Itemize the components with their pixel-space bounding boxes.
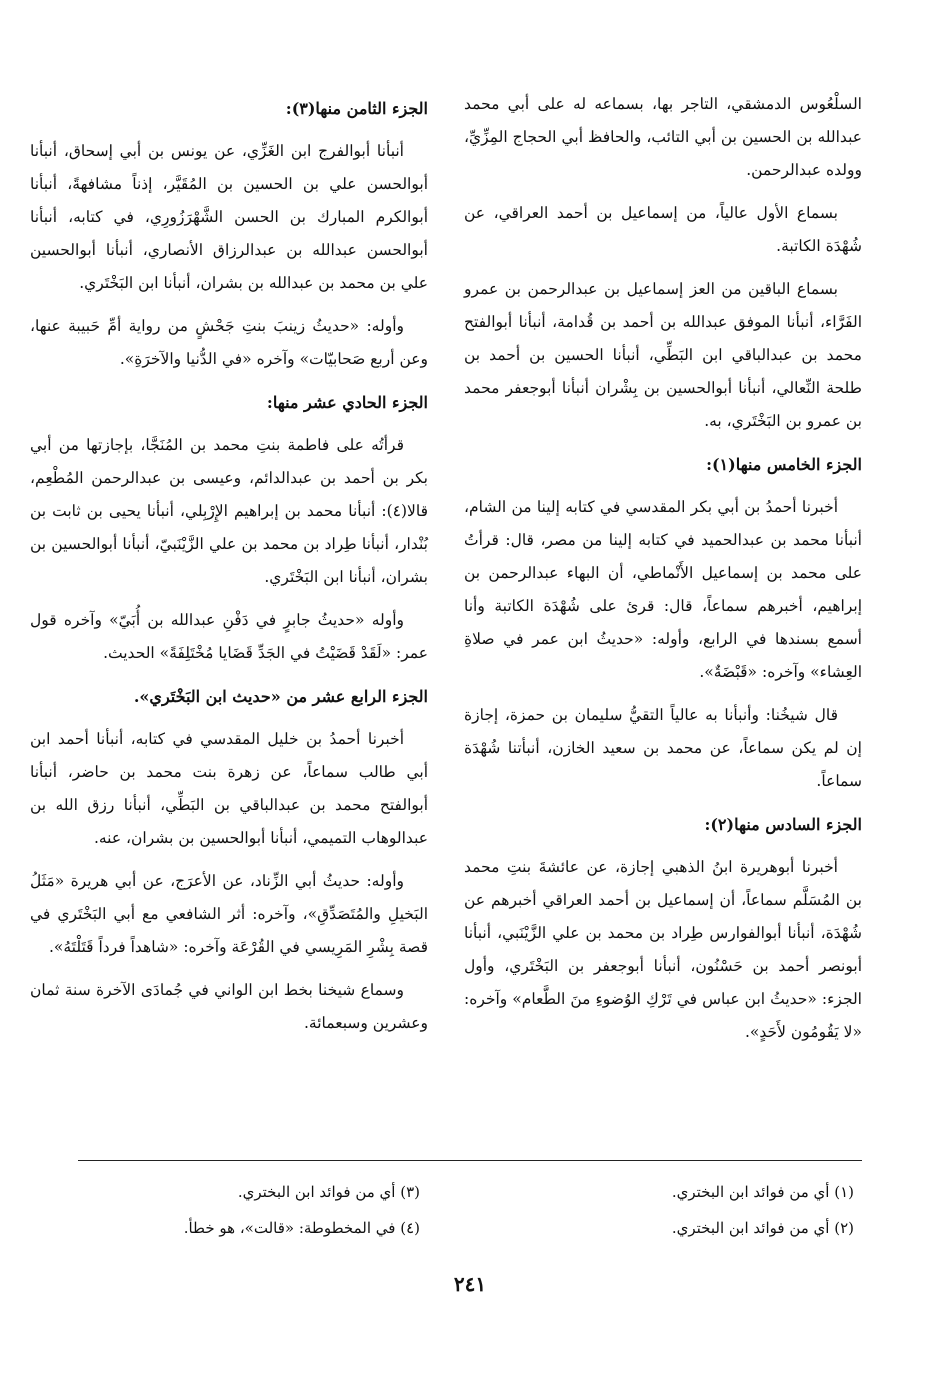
paragraph: أخبرنا أحمدُ بن أبي بكر المقدسي في كتابه إلينا من الشام، أنبأنا محمد بن عبدالحميد في كتابه إلينا من مصر، قال: قرأتُ على محمد بن إسماعيل الأَنْماطي، أن البهاء عبدالرحمن بن إبراهيم، أخبرهم سماعاً، قال: قرئ على شُهْدَة الكاتبة وأنا أسمع بسندها في الرابع، وأوله: «حديثُ ابن عمر في صلاةِ العِشاء» وآخره: «قَبْضَةٌ».	[464, 498, 862, 681]
paragraph: أنبأنا أبوالفرج ابن الغَزِّي، عن يونس بن أبي إسحاق، أنبأنا أبوالحسن علي بن الحسين بن المُقَيَّر، إذناً مشافهةً، أنبأنا أبوالكرم المبارك بن الحسن الشَّهْرَزُورِي، في كتابه، أنبأنا أبوالحسن عبدالله بن عبدالرزاق الأنصاري، أنبأنا أبوالحسين علي بن محمد بن عبدالله بن بشران، أنبأنا ابن البَخْتَري.	[30, 142, 428, 292]
section-heading-part-6: الجزء السادس منها(٢):	[704, 815, 862, 834]
section-heading-part-14: الجزء الرابع عشر من «حديث ابن البَخْتَري».	[133, 687, 428, 706]
footnote-2: (٢) أي من فوائد ابن البختري.	[671, 1219, 854, 1237]
footnote-4: (٤) في المخطوطة: «قالت»، هو خطأ.	[183, 1219, 420, 1237]
paragraph: وأوله: «حديثُ زينبَ بنتِ جَحْشٍ من رواية أمِّ حَبيبة عنها، وعن أربع صَحابيّات» وآخره «في الدُّنيا والآخرَةِ».	[30, 317, 428, 368]
footnotes-right	[464, 1174, 862, 1246]
paragraph: السلْعُوس الدمشقي، التاجر بها، بسماعه له على أبي محمد عبدالله بن الحسين بن أبي التائب، والحافظ أبي الحجاج المِزِّيِّ، وولده عبدالرحمن.	[464, 95, 862, 179]
paragraph: وسماع شيخنا بخط ابن الواني في جُمادَى الآخرة سنة ثمان وعشرين وسبعمائة.	[30, 981, 428, 1032]
paragraph: أخبرنا أبوهريرة ابنُ الذهبي إجازة، عن عائشةَ بنتِ محمد بن المُسَلَّم سماعاً، أن إسماعيل بن أحمد العراقي أخبرهم عن شُهْدَة، أنبأنا أبوالفوارس طِراد بن محمد بن علي الزَّيْنَبي، أنبأنا أبونصر أحمد بن حَسْنُون، أنبأنا أبوجعفر بن البَخْتَري، وأول الجزء: «حديثُ ابن عباس في تَرْكِ الوُضوءِ منَ الطَّعام» وآخره: «لا يَقُومُون لأَحَدٍ».	[464, 858, 862, 1041]
right-column	[464, 88, 862, 1059]
left-column	[30, 88, 428, 1050]
section-heading-part-11: الجزء الحادي عشر منها:	[266, 393, 428, 412]
footnotes-left	[30, 1174, 428, 1246]
footnote-divider	[78, 1160, 862, 1161]
paragraph: بسماع الأول عالياً، من إسماعيل بن أحمد العراقي، عن شُهْدَة الكاتبة.	[464, 204, 862, 255]
section-heading-part-5: الجزء الخامس منها(١):	[706, 455, 862, 474]
paragraph: أخبرنا أحمدُ بن خليل المقدسي في كتابه، أنبأنا أحمد ابن أبي طالب سماعاً، عن زهرة بنت محمد بن حاضر، أنبأنا أبوالفتح محمد بن عبدالباقي بن البَطِّي، أنبأنا رزق الله بن عبدالوهاب التميمي، أنبأنا أبوالحسين بن بشران، عنه.	[30, 730, 428, 847]
footnote-1: (١) أي من فوائد ابن البختري.	[671, 1183, 854, 1201]
footnote-3: (٣) أي من فوائد ابن البختري.	[237, 1183, 420, 1201]
section-heading-part-8: الجزء الثامن منها(٣):	[285, 99, 428, 118]
paragraph: وأوله: حديثُ أبي الزِّناد، عن الأعرَج، عن أبي هريرة «مَثَلُ البَخيلِ والمُتَصَدِّقِ»، وآخره: أثر الشافعي مع أبي البَخْتَري في قصة بِشْرِ المَرِيسي في القُرْعَة وآخره: «شاهداً فرداً قَتَلْتَهُ».	[30, 872, 428, 956]
paragraph: قال شيخُنا: وأنبأنا به عالياً التقيُّ سليمان بن حمزة، إجازة إن لم يكن سماعاً، عن محمد بن سعيد الخازن، أنبأتنا شُهْدَة سماعاً.	[464, 706, 862, 790]
paragraph: بسماع الباقين من العز إسماعيل بن عبدالرحمن بن عمرو الفَرَّاء، أنبأنا الموفق عبدالله بن أحمد بن قُدامة، أنبأنا أبوالفتح محمد بن عبدالباقي ابن البَطِّي، أنبأنا الحسين بن أحمد بن طلحة النِّعالي، أنبأنا أبوالحسين بن بِشْران أنبأنا أبوجعفر محمد بن عمرو بن البَخْتَري، به.	[464, 280, 862, 430]
paragraph: وأوله «حديثُ جابرٍ في دَفْنِ عبدالله بن أُبَيّ» وآخره قول عمر: «لَقَدْ قَضَيْتُ في الجَدِّ قَضَايا مُخْتَلِفَةً» الحديث.	[30, 611, 428, 662]
page-number: ٢٤١	[453, 1272, 487, 1296]
paragraph: قرأتُه على فاطمة بنتِ محمد بن المُنَجَّا، بإجازتها من أبي بكر بن أحمد بن عبدالدائم، وعيسى بن عبدالرحمن المُطْعِم، قالا(٤): أنبأنا محمد بن إبراهيم الإِرْبِلي، أنبأنا يحيى بن ثابت بن بُنْدار، أنبأنا طِراد بن محمد بن علي الزَّيْنَبيّ، أنبأنا أبوالحسين بن بشران، أنبأنا ابن البَخْتَري.	[30, 436, 428, 586]
